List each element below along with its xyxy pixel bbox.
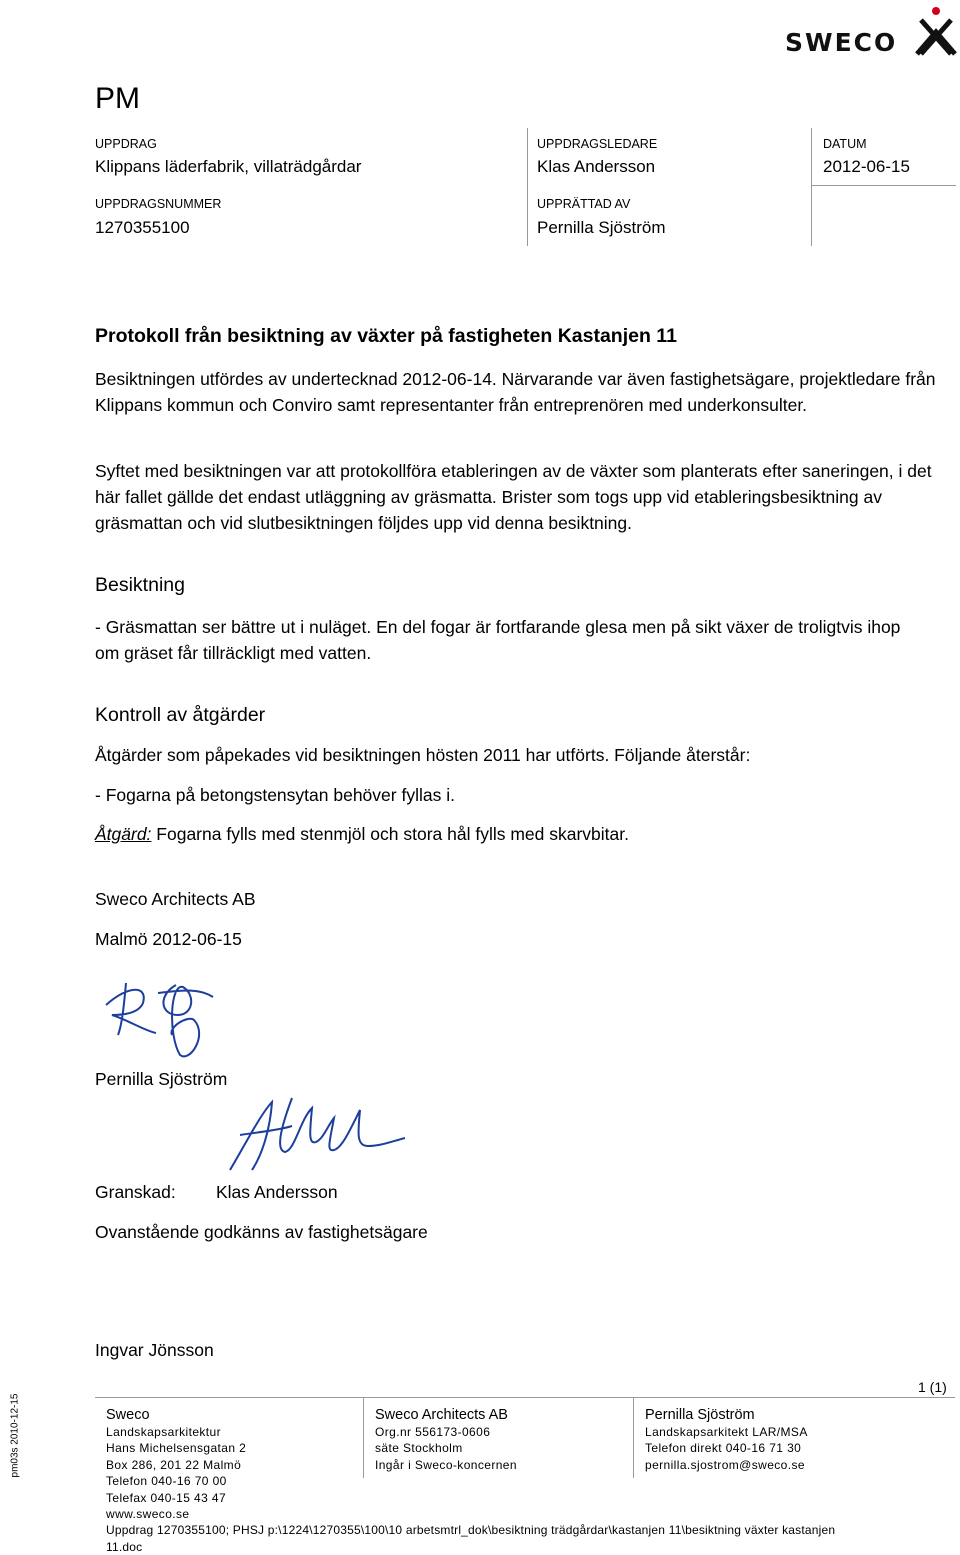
signoff-signer: Pernilla Sjöström bbox=[95, 1069, 228, 1089]
footer-line: Hans Michelsensgatan 2 bbox=[106, 1441, 247, 1455]
upprattad-value: Pernilla Sjöström bbox=[537, 218, 666, 237]
logo-wordmark: SWECO bbox=[785, 28, 898, 57]
footer-divider bbox=[363, 1398, 364, 1478]
sweco-symbol-icon bbox=[907, 6, 957, 56]
approval-text: Ovanstående godkänns av fastighetsägare bbox=[95, 1222, 428, 1242]
atgard-label: Åtgärd: bbox=[95, 824, 152, 844]
footer-company-name: Sweco bbox=[106, 1407, 150, 1423]
footer-line: Org.nr 556173-0606 bbox=[375, 1424, 491, 1439]
footer-path-line: 11.doc bbox=[106, 1539, 143, 1554]
side-code: pm03s 2010-12-15 bbox=[9, 1393, 21, 1478]
footer-website-link[interactable]: www.sweco.se bbox=[106, 1507, 190, 1521]
footer-line: Box 286, 201 22 Malmö bbox=[106, 1457, 242, 1472]
footer-line: Telefon direkt 040-16 71 30 bbox=[645, 1441, 802, 1455]
paragraph-purpose: Syftet med besiktningen var att protokollföra etableringen av de växter som planterats efter saneringen, i det här fallet gällde det endast utläggning av gräsmatta. Brister som togs upp vid etableringsbesiktning av gräsmattan och vid slutbesiktningen följdes upp vid denna besiktning. bbox=[95, 461, 932, 533]
footer-line: Landskapsarkitekt LAR/MSA bbox=[645, 1424, 808, 1439]
kontroll-remaining: - Fogarna på betongstensytan behöver fyllas i. bbox=[95, 785, 455, 805]
footer-rule bbox=[95, 1397, 955, 1398]
uppdrag-value: Klippans läderfabrik, villaträdgårdar bbox=[95, 157, 362, 176]
footer-col-legal bbox=[375, 1407, 517, 1473]
footer-legal-name: Sweco Architects AB bbox=[375, 1407, 508, 1423]
section-text-besiktning: - Gräsmattan ser bättre ut i nuläget. En del fogar är fortfarande glesa men på sikt växer de troligtvis ihop om gräset får tillräckligt med vatten. bbox=[95, 617, 901, 663]
header-divider bbox=[811, 185, 956, 186]
reviewed-label: Granskad: bbox=[95, 1182, 176, 1202]
page-number: 1 (1) bbox=[918, 1379, 947, 1395]
uppdragsnummer-value: 1270355100 bbox=[95, 218, 190, 237]
footer-line: säte Stockholm bbox=[375, 1441, 463, 1455]
footer-line: Landskapsarkitektur bbox=[106, 1424, 221, 1439]
footer-line: Telefax 040-15 43 47 bbox=[106, 1490, 227, 1505]
reviewed-name: Klas Andersson bbox=[216, 1182, 338, 1202]
footer-path-line: Uppdrag 1270355100; PHSJ p:\1224\1270355\100\10 arbetsmtrl_dok\besiktning trädgårdar\kastanjen 11\besiktning växter kastanjen bbox=[106, 1523, 836, 1537]
footer-contact-name: Pernilla Sjöström bbox=[645, 1407, 755, 1423]
signoff-place-date: Malmö 2012-06-15 bbox=[95, 929, 242, 949]
sweco-logo bbox=[785, 6, 957, 58]
atgard-line bbox=[95, 824, 629, 845]
datum-value: 2012-06-15 bbox=[823, 157, 910, 176]
signature-klas bbox=[200, 1090, 420, 1180]
footer-path bbox=[106, 1522, 835, 1555]
document-heading: Protokoll från besiktning av växter på fastigheten Kastanjen 11 bbox=[95, 325, 677, 347]
owner-name: Ingvar Jönsson bbox=[95, 1340, 214, 1360]
doc-type-title: PM bbox=[95, 82, 140, 115]
paragraph-attendance: Besiktningen utfördes av undertecknad 2012-06-14. Närvarande var även fastighetsägare, projektledare från Klippans kommun och Conviro samt representanter från entreprenören med underkonsulter. bbox=[95, 369, 936, 415]
uppdragsledare-label: UPPDRAGSLEDARE bbox=[537, 137, 658, 151]
footer-col-company bbox=[106, 1407, 246, 1523]
header-divider bbox=[811, 128, 812, 246]
uppdragsledare-value: Klas Andersson bbox=[537, 157, 656, 176]
datum-label: DATUM bbox=[823, 137, 867, 151]
uppdragsnummer-label: UPPDRAGSNUMMER bbox=[95, 197, 222, 211]
header-divider bbox=[527, 128, 528, 246]
uppdrag-label: UPPDRAG bbox=[95, 137, 157, 151]
footer-col-contact bbox=[645, 1407, 808, 1473]
atgard-text: Fogarna fylls med stenmjöl och stora hål fylls med skarvbitar. bbox=[151, 824, 629, 844]
footer-email-link[interactable]: pernilla.sjostrom@sweco.se bbox=[645, 1457, 805, 1472]
section-title-besiktning: Besiktning bbox=[95, 574, 185, 596]
signoff-company: Sweco Architects AB bbox=[95, 889, 256, 909]
footer-divider bbox=[633, 1398, 634, 1478]
upprattad-label: UPPRÄTTAD AV bbox=[537, 197, 631, 211]
section-title-kontroll: Kontroll av åtgärder bbox=[95, 704, 266, 726]
kontroll-text: Åtgärder som påpekades vid besiktningen hösten 2011 har utförts. Följande återstår: bbox=[95, 745, 751, 765]
footer-line: Telefon 040-16 70 00 bbox=[106, 1474, 227, 1488]
signature-pernilla bbox=[98, 975, 223, 1065]
footer-line: Ingår i Sweco-koncernen bbox=[375, 1457, 517, 1472]
